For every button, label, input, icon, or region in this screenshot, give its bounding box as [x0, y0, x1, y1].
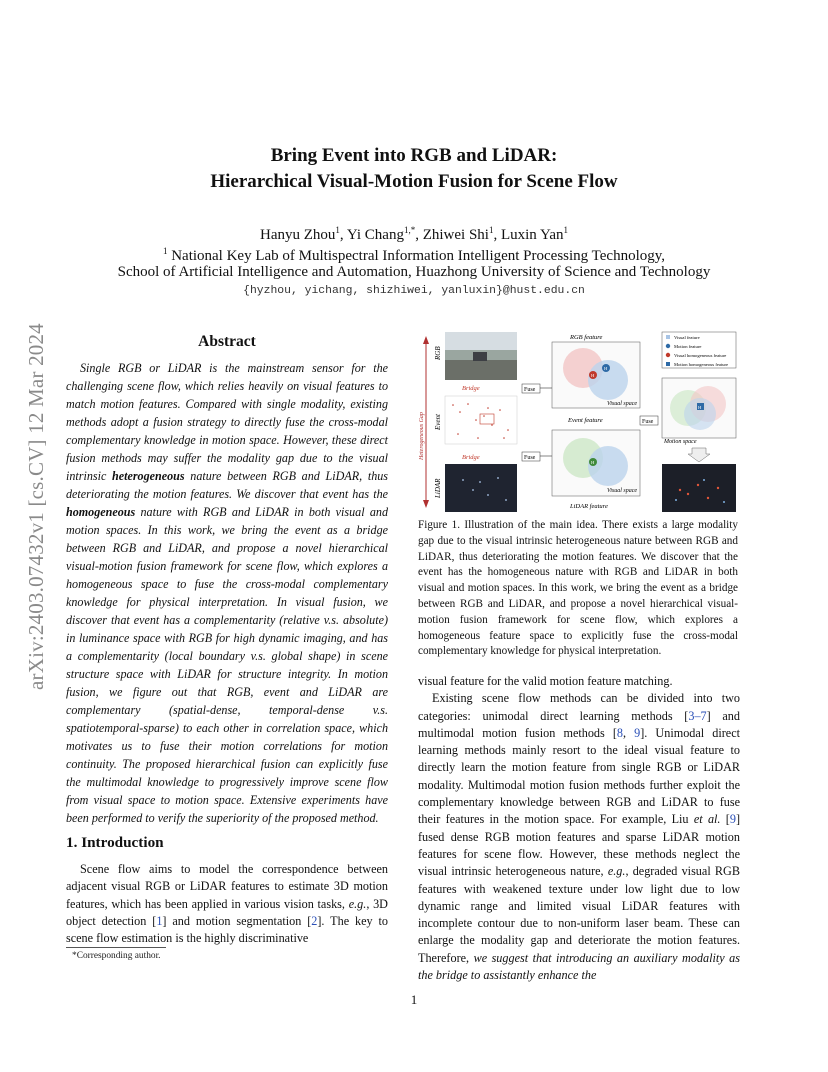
- body-text: ] fused dense RGB motion features and sparse LiDAR motion features for scene flow. However, these methods neglect the visual intrinsic heterogeneous nature,: [418, 812, 741, 879]
- node-label: H: [591, 460, 595, 465]
- intro-text: , 3D object detection [: [66, 896, 388, 928]
- visual-space-label: Visual space: [607, 488, 638, 494]
- abstract-heading: Abstract: [198, 333, 256, 350]
- event-feature-label: Event feature: [568, 417, 603, 424]
- fuse-label: Fuse: [642, 419, 654, 425]
- arrow-head-icon: [423, 500, 429, 508]
- body-text: ] and multimodal motion fusion methods [: [418, 708, 740, 740]
- author-list: Hanyu Zhou$^1$, Yi Chang$^{1,*}$, Zhiwei Shi$^1$, Luxin Yan$^1$: [260, 225, 568, 243]
- figure-1-diagram: [418, 330, 740, 516]
- bridge-label: Bridge: [462, 385, 480, 392]
- lidar-image: [445, 464, 517, 512]
- abstract-body: [66, 359, 388, 827]
- right-column-text: [418, 673, 740, 984]
- footnote: *Corresponding author.: [72, 951, 161, 961]
- row-label-rgb: RGB: [434, 346, 442, 360]
- abstract-bold-homogeneous: homogeneous: [66, 505, 136, 519]
- footnote-rule: [66, 947, 166, 948]
- row-label-lidar: LiDAR: [434, 478, 442, 498]
- body-text: , degraded visual RGB features with weakened texture under low light due to low dynamic range and limited visual LiDAR features with incomplete contour due to non-uniform laser beam. These can enlarge the modality gap and deteriorate the motion features. Therefore,: [418, 864, 740, 965]
- email-line: {hyzhou, yichang, shizhiwei, yanluxin}@hust.edu.cn: [243, 285, 585, 297]
- intro-text: Scene flow aims to model the correspondence between adjacent visual RGB or LiDAR features to estimate 3D motion features, which has been applied in various vision tasks,: [66, 862, 388, 911]
- legend-label: Motion homogeneous feature: [674, 362, 729, 367]
- figure-1-caption: Figure 1. Illustration of the main idea. There exists a large modality gap due to the visual intrinsic heterogeneous nature between RGB and LiDAR, thus deteriorating the motion features. We discover that the event has the homogeneous nature with RGB and LiDAR in both visual and motion spaces. In this work, we bring the event as a bridge between RGB and LiDAR, and propose a novel hierarchical visual-motion fusion framework for scene flow, which explores a homogeneous feature space to explicitly fuse the cross-modal complementary knowledge for physical interpretation.: [418, 519, 738, 658]
- down-arrow-icon: [688, 448, 710, 462]
- legend-label: Motion feature: [674, 344, 702, 349]
- body-italic: we suggest that introducing an auxiliary modality as the bridge to assistantly enhance the: [418, 950, 740, 983]
- affiliation-line2: School of Artificial Intelligence and Automation, Huazhong University of Science and Technology: [117, 264, 711, 280]
- author-name: Luxin Yan: [500, 227, 564, 243]
- abstract-text: nature between RGB and LiDAR, thus deteriorating the motion features. We discover that event has the: [66, 469, 388, 501]
- intro-italic: e.g.: [348, 896, 367, 911]
- node-label: H: [698, 405, 702, 410]
- page-number: 1: [410, 992, 418, 1007]
- fuse-label: Fuse: [524, 455, 536, 461]
- node-label: H: [604, 366, 608, 371]
- node-label: H: [591, 373, 595, 378]
- body-text: ,: [623, 725, 635, 740]
- section-heading-introduction: 1. Introduction: [66, 834, 164, 851]
- motion-space-label: Motion space: [664, 439, 697, 445]
- author-name: Yi Chang: [346, 227, 404, 243]
- motion-cluster: [684, 398, 716, 430]
- paper-title-line1: Bring Event into RGB and LiDAR:: [270, 145, 558, 166]
- legend-label: Visual feature: [674, 335, 700, 340]
- visual-space-label: Visual space: [607, 401, 638, 407]
- body-italic: et al.: [693, 812, 721, 827]
- arxiv-side-label: arXiv:2403.07432v1 [cs.CV] 12 Mar 2024: [24, 323, 48, 690]
- continued-line: visual feature for the valid motion feature matching.: [418, 674, 673, 688]
- figure-1: [418, 330, 740, 516]
- legend-swatch: [666, 344, 670, 348]
- citation-link[interactable]: 8: [616, 725, 623, 740]
- body-italic: e.g.: [607, 864, 626, 879]
- citation-link[interactable]: 9: [634, 725, 641, 740]
- rgb-car: [473, 352, 487, 361]
- author-sup: 1: [563, 225, 568, 235]
- rgb-sky: [445, 332, 517, 350]
- author-sup: 1,*: [403, 225, 416, 235]
- citation-link[interactable]: 2: [311, 913, 318, 928]
- author-sup: 1: [488, 225, 494, 235]
- legend-label: Visual homogeneous feature: [674, 353, 727, 358]
- row-label-event: Event: [434, 414, 442, 430]
- paper-title-line2: Hierarchical Visual-Motion Fusion for Scene Flow: [210, 171, 618, 192]
- body-text: ]. Unimodal direct learning methods mainly resort to the ideal visual feature to directly learn the motion feature from single RGB or LiDAR modality. Multimodal motion fusion methods further exploit the complementary knowledge between RGB and LiDAR to fuse their features in the motion space. For example, Liu: [418, 725, 741, 827]
- author-name: Hanyu Zhou: [260, 227, 336, 243]
- legend-swatch: [666, 335, 670, 339]
- event-cluster: [588, 446, 628, 486]
- author-name: Zhiwei Shi: [422, 227, 489, 243]
- intro-paragraph: [66, 861, 388, 947]
- arrow-head-icon: [423, 336, 429, 344]
- intro-text: ]. The key to scene flow estimation is the highly discriminative: [66, 913, 388, 946]
- fuse-label: Fuse: [524, 387, 536, 393]
- affiliation-sup: 1: [162, 246, 168, 256]
- author-sup: 1: [335, 225, 340, 235]
- citation-link[interactable]: 9: [729, 812, 736, 827]
- citation-link[interactable]: 3–7: [688, 708, 707, 723]
- abstract-bold-heterogeneous: heterogeneous: [112, 469, 185, 483]
- legend-swatch: [666, 353, 670, 357]
- event-image: [445, 396, 517, 444]
- heterogeneous-gap-label: Heterogeneous Gap: [419, 412, 425, 460]
- body-text: Existing scene flow methods can be divided into two categories: unimodal direct learning methods [: [418, 691, 740, 723]
- citation-link[interactable]: 1: [156, 913, 163, 928]
- rgb-road: [445, 360, 517, 380]
- scene-flow-result-image: [662, 464, 736, 512]
- legend-swatch: [666, 362, 670, 366]
- affiliation-text: National Key Lab of Multispectral Information Intelligent Processing Technology,: [171, 248, 666, 264]
- rgb-feature-label: RGB feature: [570, 334, 603, 341]
- lidar-feature-label: LiDAR feature: [570, 503, 608, 510]
- body-text: [: [720, 812, 730, 827]
- abstract-text: Single RGB or LiDAR is the mainstream sensor for the challenging scene flow, which relies heavily on visual features to match motion features. Compared with single modality, existing methods adopt a fusion strategy to directly fuse the cross-modal complementary knowledge in motion space. However, these direct fusion methods may suffer the modality gap due to the visual intrinsic: [66, 361, 388, 483]
- abstract-text: nature with RGB and LiDAR in both visual and motion spaces. In this work, we bring the event as a bridge between RGB and LiDAR, and propose a novel hierarchical visual-motion fusion framework for scene flow, which explores a homogeneous space to fuse the cross-modal complementary knowledge for physical interpretation. In visual fusion, we discover that event has a complementarity (relative v.s. absolute) in luminance space with RGB for high dynamic imaging, and has a complementarity (local boundary v.s. global shape) in scene structure space with LiDAR for structure integrity. In motion fusion, we figure out that RGB, event and LiDAR are complementary (spatial-dense, temporal-dense v.s. spatiotemporal-sparse) to each other in correlation space, which motivates us to fuse their motion correlations for motion continuity. The proposed hierarchical fusion can explicitly fuse the multimodal knowledge to progressively improve scene flow from visual space to motion space. Extensive experiments have been performed to verify the superiority of the proposed method.: [66, 505, 388, 825]
- bridge-label: Bridge: [462, 454, 480, 461]
- intro-text: ] and motion segmentation [: [162, 913, 312, 928]
